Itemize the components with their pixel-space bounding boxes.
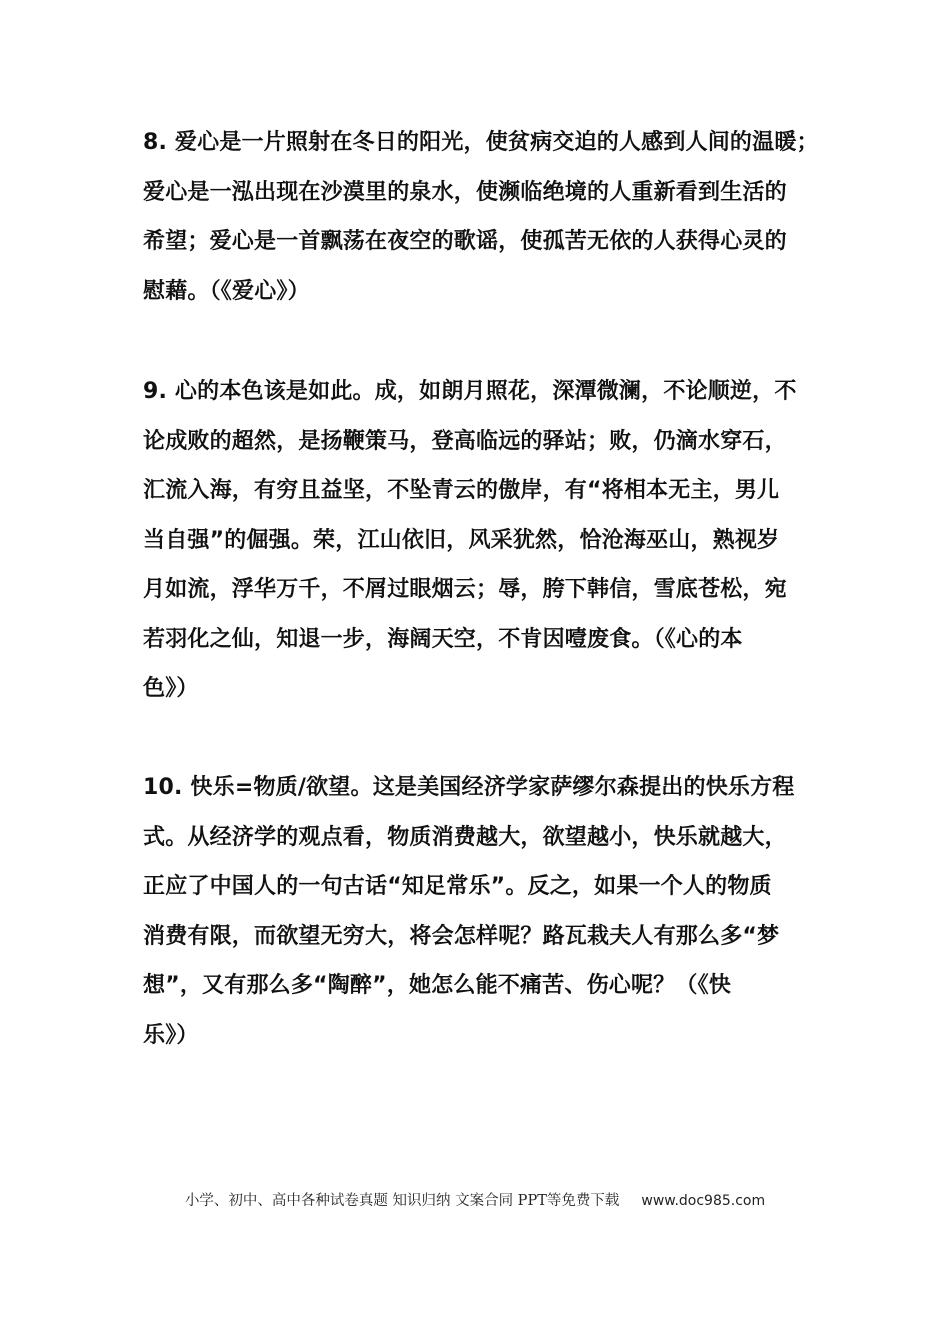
entry-line: 论成败的超然，是扬鞭策马，登高临远的驿站；败，仍滴水穿石，: [143, 428, 787, 454]
footer-url-link[interactable]: www.doc985.com: [641, 1193, 766, 1209]
entry-line: 色》）: [143, 676, 199, 701]
entry-10-paragraph: [143, 763, 808, 1060]
entry-line: 10. 快乐=物质/欲望。这是美国经济学家萨缪尔森提出的快乐方程: [143, 775, 795, 800]
entry-line: 9. 心的本色该是如此。成，如朗月照花，深潭微澜，不论顺逆，不: [143, 379, 797, 404]
entry-line: 汇流入海，有穷且益坚，不坠青云的傲岸，有“将相本无主，男儿: [143, 478, 780, 503]
entry-line: 正应了中国人的一句古话“知足常乐”。反之，如果一个人的物质: [143, 874, 772, 899]
entry-8-paragraph: [143, 118, 819, 316]
page-footer: [0, 1190, 950, 1212]
entry-line: 乐》）: [143, 1022, 199, 1048]
entry-line: 月如流，浮华万千，不屑过眼烟云；辱，胯下韩信，雪底苍松，宛: [143, 577, 787, 602]
entry-line: 爱心是一泓出现在沙漠里的泉水，使濒临绝境的人重新看到生活的: [143, 179, 787, 205]
entry-9-paragraph: [143, 367, 808, 714]
entry-line: 想”，又有那么多“陶醉”，她怎么能不痛苦、伤心呢？（《快: [143, 973, 731, 998]
entry-line: 慰藉。（《爱心》）: [143, 278, 310, 304]
entry-line: 消费有限，而欲望无穷大，将会怎样呢？路瓦栽夫人有那么多“梦: [143, 923, 780, 949]
entry-line: 式。从经济学的观点看，物质消费越大，欲望越小，快乐就越大，: [143, 824, 787, 850]
entry-line: 希望；爱心是一首飘荡在夜空的歌谣，使孤苦无依的人获得心灵的: [143, 229, 787, 254]
footer-text: 小学、初中、高中各种试卷真题 知识归纳 文案合同 PPT等免费下载: [184, 1193, 620, 1209]
entry-line: 若羽化之仙，知退一步，海阔天空，不肯因噎废食。（《心的本: [143, 626, 743, 652]
entry-line: 8. 爱心是一片照射在冬日的阳光，使贫病交迫的人感到人间的温暖；: [143, 130, 819, 155]
entry-line: 当自强”的倔强。荣，江山依旧，风采犹然，恰沧海巫山，熟视岁: [143, 527, 780, 553]
